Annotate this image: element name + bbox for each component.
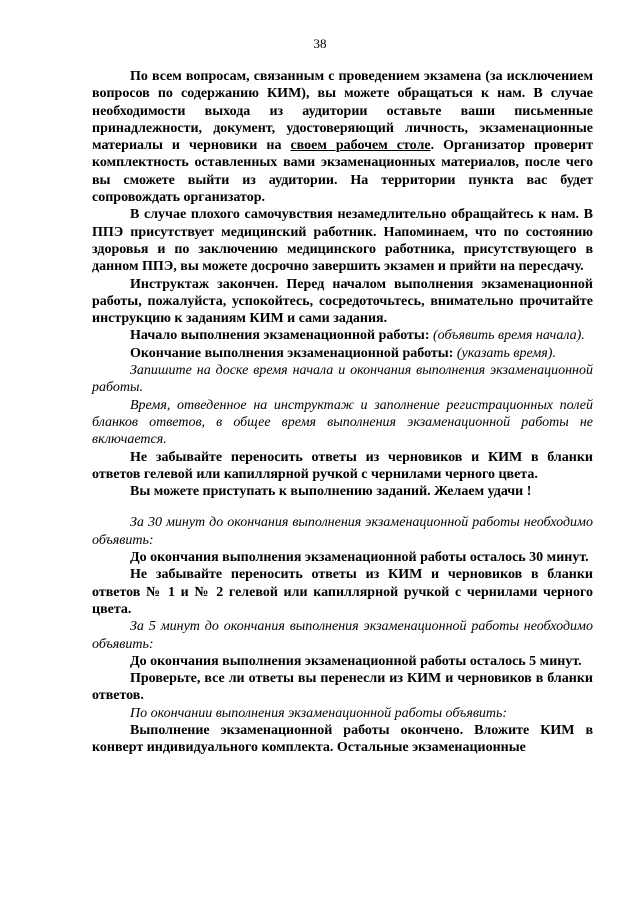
paragraph-exam-questions — [92, 68, 593, 206]
paragraph-write-on-board: Запишите на доске время начала и окончания выполнения экзаменационной работы. — [92, 363, 593, 396]
paragraph-text: . Организатор проверит комплектность оставленных вами экзаменационных материалов, после чего вы сможете выйти из аудитории. На территории пункта вас будет сопровождать организатор. — [92, 138, 594, 206]
paragraph-5-min-instruction: За 5 минут до окончания выполнения экзаменационной работы необходимо объявить: — [92, 619, 593, 652]
underlined-phrase: своем рабочем столе — [290, 138, 431, 154]
end-time-instruction: (указать время). — [456, 345, 556, 361]
paragraph-transfer-reminder: Не забывайте переносить ответы из КИМ и черновиков в бланки ответов № 1 и № 2 гелевой или капиллярной ручкой с чернилами черного цвета. — [92, 567, 593, 617]
paragraph-text: По всем вопросам, связанным с проведением экзамена (за исключением вопросов по содержанию КИМ), вы можете обращаться к нам. В случае необходимости выхода из аудитории оставьте ваши письменные принадлежности, документ, удостоверяющий личность, экзаменационные материалы и черновики на — [92, 69, 593, 154]
end-time-label: Окончание выполнения экзаменационной работы: — [130, 345, 454, 361]
paragraph-briefing-finished: Инструктаж закончен. Перед началом выполнения экзаменационной работы, пожалуйста, успокойтесь, сосредоточьтесь, внимательно прочитайте инструкцию к заданиям КИМ и сами задания. — [92, 276, 593, 327]
start-time-instruction: (объявить время начала). — [433, 328, 585, 344]
start-time-label: Начало выполнения экзаменационной работы: — [130, 328, 430, 344]
paragraph-exam-finished: Выполнение экзаменационной работы окончено. Вложите КИМ в конверт индивидуального комплекта. Остальные экзаменационные — [92, 722, 593, 756]
spacer — [92, 500, 593, 514]
paragraph-health: В случае плохого самочувствия незамедлительно обращайтесь к нам. В ППЭ присутствует медицинский работник. Напоминаем, что по состоянию здоровья и по заключению медицинского работника, присутствующего в данном ППЭ, вы можете досрочно завершить экзамен и прийти на пересдачу. — [92, 207, 593, 275]
paragraph-end-instruction: По окончании выполнения экзаменационной работы объявить: — [130, 705, 508, 721]
paragraph-start-time — [92, 327, 593, 344]
paragraph-check-answers: Проверьте, все ли ответы вы перенесли из КИМ и черновиков в бланки ответов. — [92, 671, 593, 704]
page-number: 38 — [313, 36, 327, 51]
paragraph-30-min-instruction: За 30 минут до окончания выполнения экзаменационной работы необходимо объявить: — [92, 515, 593, 548]
document-body — [92, 68, 593, 757]
paragraph-end-time — [92, 345, 593, 362]
paragraph-transfer-answers: Не забывайте переносить ответы из черновиков и КИМ в бланки ответов гелевой или капиллярной ручкой с чернилами черного цвета. — [92, 449, 593, 482]
paragraph-good-luck: Вы можете приступать к выполнению заданий. Желаем удачи ! — [130, 484, 532, 500]
paragraph-30-min-announcement: До окончания выполнения экзаменационной работы осталось 30 минут. — [130, 550, 589, 566]
paragraph-5-min-announcement: До окончания выполнения экзаменационной работы осталось 5 минут. — [130, 653, 582, 669]
paragraph-time-note: Время, отведенное на инструктаж и заполнение регистрационных полей бланков ответов, в общее время выполнения экзаменационной работы не включается. — [92, 397, 593, 448]
